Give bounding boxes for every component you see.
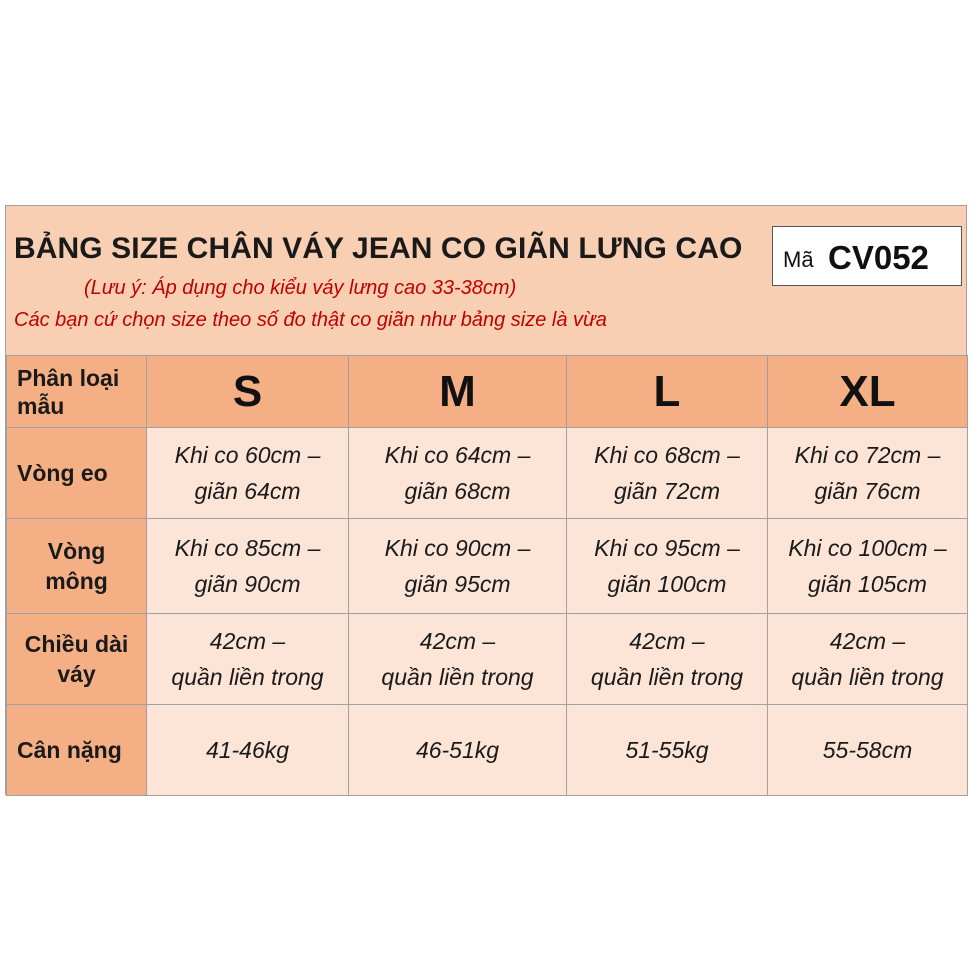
size-chart-header bbox=[6, 206, 966, 356]
size-chart-sheet bbox=[5, 205, 967, 795]
size-header-s: S bbox=[147, 356, 349, 428]
table-cell: 42cm – quần liền trong bbox=[567, 614, 768, 705]
table-cell: Khi co 64cm – giãn 68cm bbox=[349, 428, 567, 519]
table-cell: 42cm – quần liền trong bbox=[768, 614, 968, 705]
size-header-m: M bbox=[349, 356, 567, 428]
row-label-hip: Vòng mông bbox=[7, 519, 147, 614]
size-table bbox=[6, 355, 968, 796]
size-header-xl: XL bbox=[768, 356, 968, 428]
table-cell: Khi co 90cm – giãn 95cm bbox=[349, 519, 567, 614]
table-row-hip bbox=[7, 519, 968, 614]
product-code-value: CV052 bbox=[828, 239, 929, 276]
table-cell: 55-58cm bbox=[768, 705, 968, 796]
table-cell: 41-46kg bbox=[147, 705, 349, 796]
chart-title: BẢNG SIZE CHÂN VÁY JEAN CO GIÃN LƯNG CAO bbox=[14, 232, 743, 265]
size-header-l: L bbox=[567, 356, 768, 428]
table-cell: Khi co 85cm – giãn 90cm bbox=[147, 519, 349, 614]
row-label-length: Chiều dài váy bbox=[7, 614, 147, 705]
row-label-waist: Vòng eo bbox=[7, 428, 147, 519]
table-cell: Khi co 72cm – giãn 76cm bbox=[768, 428, 968, 519]
table-cell: Khi co 68cm – giãn 72cm bbox=[567, 428, 768, 519]
table-row-length bbox=[7, 614, 968, 705]
table-cell: 42cm – quần liền trong bbox=[349, 614, 567, 705]
table-cell: Khi co 100cm – giãn 105cm bbox=[768, 519, 968, 614]
row-label-weight: Cân nặng bbox=[7, 705, 147, 796]
table-cell: 46-51kg bbox=[349, 705, 567, 796]
table-row-weight bbox=[7, 705, 968, 796]
table-cell: 42cm – quần liền trong bbox=[147, 614, 349, 705]
note-size-advice: Các bạn cứ chọn size theo số đo thật co giãn như bảng size là vừa bbox=[14, 309, 607, 331]
size-header-row bbox=[7, 356, 968, 428]
table-cell: 51-55kg bbox=[567, 705, 768, 796]
corner-label: Phân loại mẫu bbox=[7, 356, 147, 428]
table-cell: Khi co 60cm – giãn 64cm bbox=[147, 428, 349, 519]
note-waist-height: (Lưu ý: Áp dụng cho kiểu váy lưng cao 33-38cm) bbox=[84, 277, 517, 299]
table-cell: Khi co 95cm – giãn 100cm bbox=[567, 519, 768, 614]
product-code-box bbox=[772, 226, 962, 286]
table-row-waist bbox=[7, 428, 968, 519]
product-code-prefix: Mã bbox=[783, 247, 814, 272]
